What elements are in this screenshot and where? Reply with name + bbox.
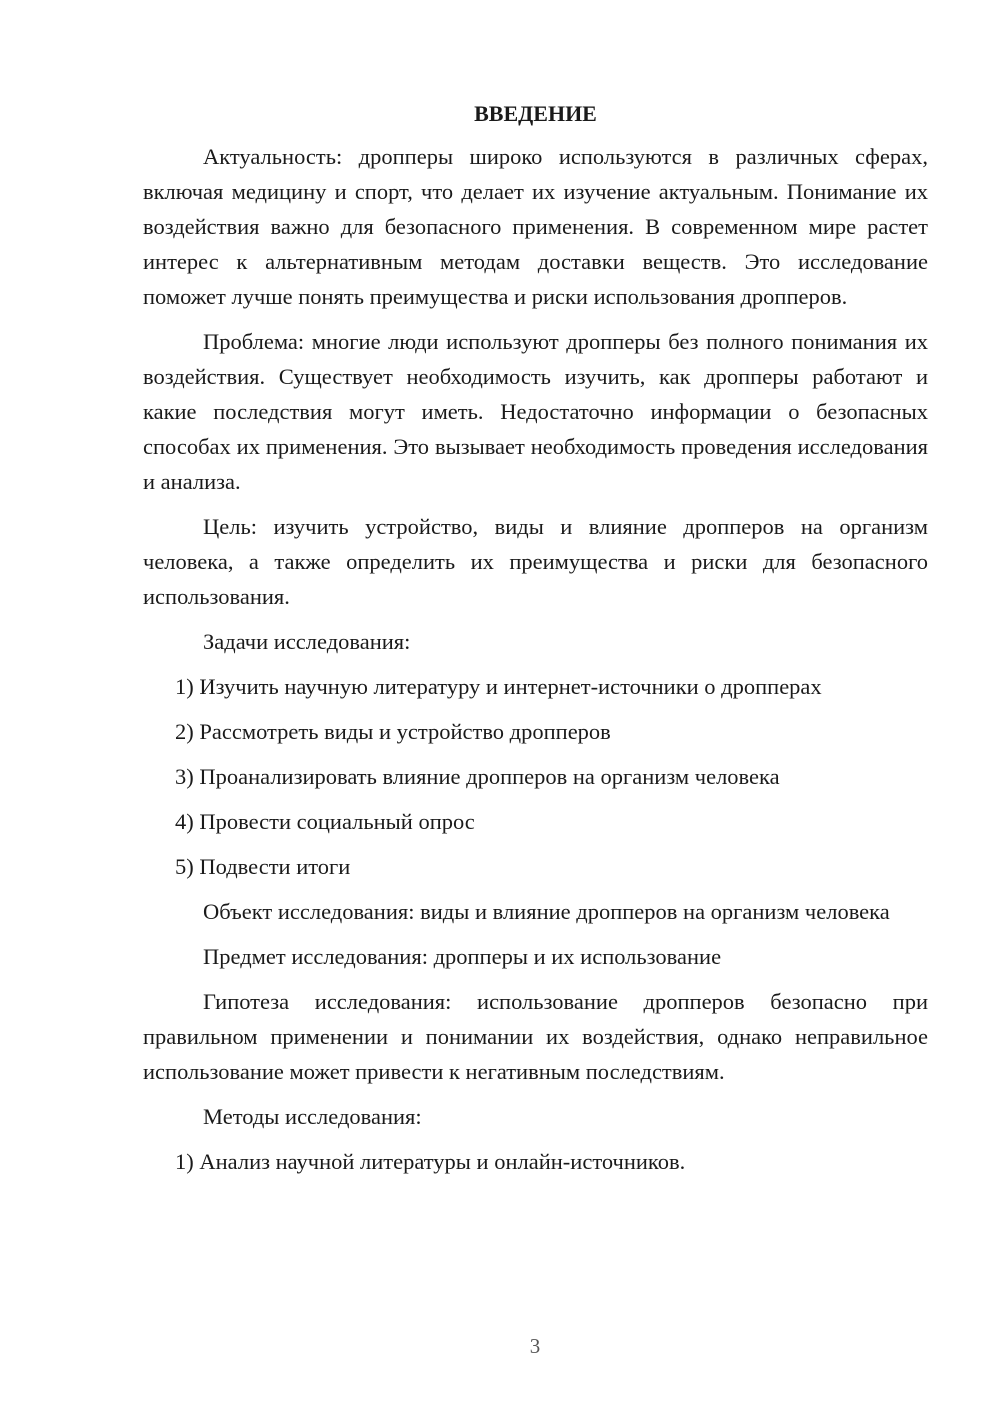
paragraph-hypothesis: Гипотеза исследования: использование дропперов безопасно при правильном применении и понимании их воздействия, однако неправильное использование может привести к негативным последствиям. — [143, 989, 928, 1084]
paragraph-subject: Предмет исследования: дропперы и их использование — [203, 944, 722, 969]
methods-title: Методы исследования: — [203, 1104, 422, 1129]
tasks-title: Задачи исследования: — [203, 629, 411, 654]
list-item: 5) Подвести итоги — [175, 854, 351, 879]
list-item: 2) Рассмотреть виды и устройство дропперов — [175, 719, 611, 744]
list-item: 4) Провести социальный опрос — [175, 809, 475, 834]
section-heading: ВВЕДЕНИЕ — [474, 101, 597, 126]
list-item: 3) Проанализировать влияние дропперов на организм человека — [175, 764, 780, 789]
document-page — [143, 96, 928, 1189]
paragraph-relevance: Актуальность: дропперы широко используются в различных сферах, включая медицину и спорт, что делает их изучение актуальным. Понимание их воздействия важно для безопасного применения. В современном мире растет интерес к альтернативным методам доставки веществ. Это исследование поможет лучше понять преимущества и риски использования дропперов. — [143, 144, 928, 309]
tasks-list — [143, 669, 928, 884]
methods-list — [143, 1144, 928, 1179]
paragraph-goal: Цель: изучить устройство, виды и влияние дропперов на организм человека, а также определить их преимущества и риски для безопасного использования. — [143, 514, 928, 609]
list-item: 1) Изучить научную литературу и интернет-источники о дропперах — [175, 674, 822, 699]
paragraph-object: Объект исследования: виды и влияние дропперов на организм человека — [203, 899, 890, 924]
page-number: 3 — [529, 1334, 541, 1358]
list-item: 1) Анализ научной литературы и онлайн-источников. — [175, 1149, 686, 1174]
paragraph-problem: Проблема: многие люди используют дропперы без полного понимания их воздействия. Существует необходимость изучить, как дропперы работают и какие последствия могут иметь. Недостаточно информации о безопасных способах их применения. Это вызывает необходимость проведения исследования и анализа. — [143, 329, 928, 494]
